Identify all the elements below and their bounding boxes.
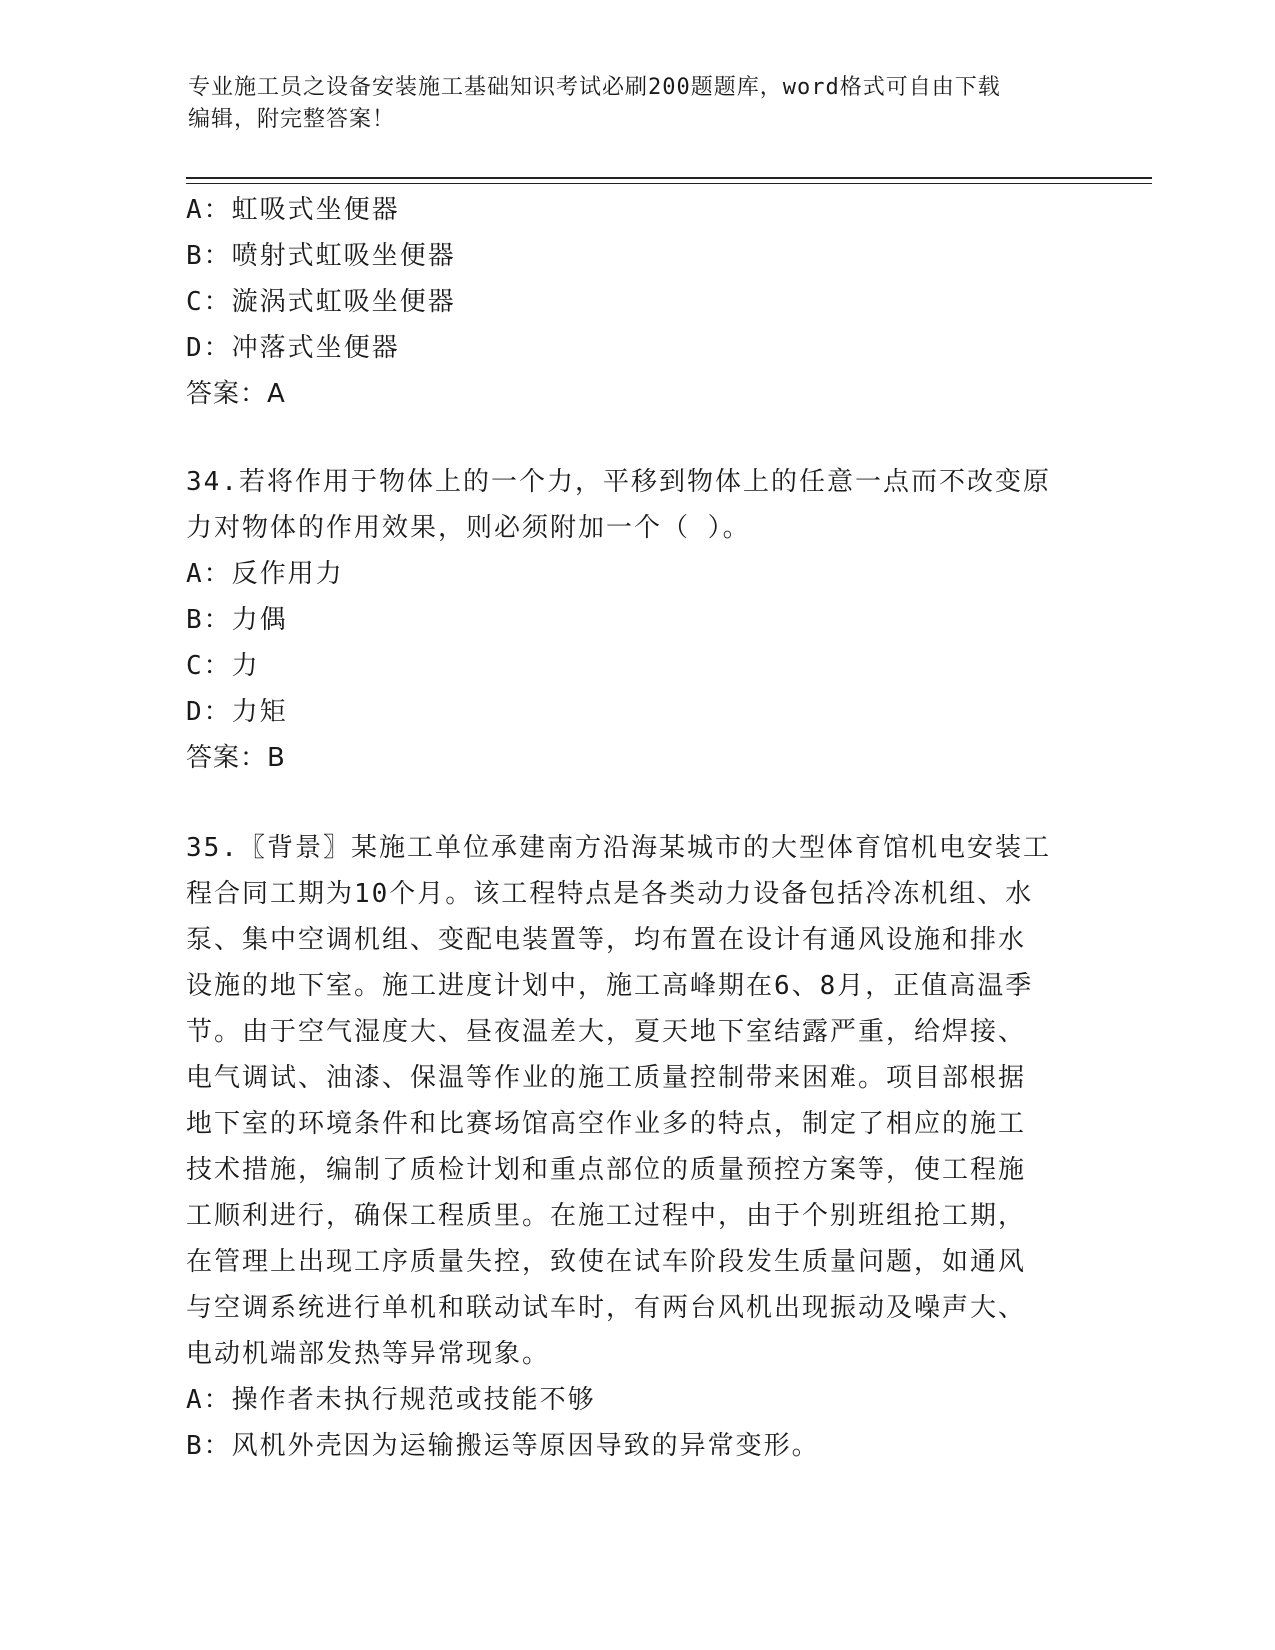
question-stem-line: 电气调试、油漆、保温等作业的施工质量控制带来困难。项目部根据: [186, 1063, 1027, 1093]
question-stem-line: 节。由于空气湿度大、昼夜温差大，夏天地下室结露严重，给焊接、: [186, 1017, 1027, 1047]
option-b: B：风机外壳因为运输搬运等原因导致的异常变形。: [186, 1431, 820, 1461]
question-stem-line: 泵、集中空调机组、变配电装置等，均布置在设计有通风设施和排水: [186, 925, 1027, 955]
option-b: B：喷射式虹吸坐便器: [186, 241, 456, 271]
header-line-2: 编辑，附完整答案！: [188, 107, 396, 132]
option-a: A：反作用力: [186, 559, 344, 589]
question-stem-line: 技术措施，编制了质检计划和重点部位的质量预控方案等，使工程施: [186, 1155, 1027, 1185]
answer: 答案：A: [186, 379, 286, 409]
question-stem-line: 工顺利进行，确保工程质里。在施工过程中，由于个别班组抢工期，: [186, 1201, 1027, 1231]
question-stem-line: 地下室的环境条件和比赛场馆高空作业多的特点，制定了相应的施工: [186, 1109, 1027, 1139]
page-header: [188, 72, 1068, 136]
question-stem-line: 与空调系统进行单机和联动试车时，有两台风机出现振动及噪声大、: [186, 1293, 1027, 1323]
header-divider: [186, 177, 1152, 184]
spacer: [186, 781, 1086, 825]
option-b: B：力偶: [186, 605, 288, 635]
question-stem-line: 力对物体的作用效果，则必须附加一个（ ）。: [186, 513, 751, 543]
option-a: A：操作者未执行规范或技能不够: [186, 1385, 596, 1415]
answer: 答案：B: [186, 743, 286, 773]
question-content: [186, 187, 1086, 1469]
option-a: A：虹吸式坐便器: [186, 195, 400, 225]
header-line-1: 专业施工员之设备安装施工基础知识考试必刷200题题库，word格式可自由下载: [188, 75, 1001, 100]
question-stem-line: 在管理上出现工序质量失控，致使在试车阶段发生质量问题，如通风: [186, 1247, 1027, 1277]
option-c: C：力: [186, 651, 260, 681]
question-35: [186, 825, 1086, 1469]
question-stem-line: 程合同工期为10个月。该工程特点是各类动力设备包括冷冻机组、水: [186, 879, 1034, 909]
question-33: [186, 187, 1086, 417]
option-c: C：漩涡式虹吸坐便器: [186, 287, 456, 317]
option-d: D：力矩: [186, 697, 288, 727]
question-stem-line: 34.若将作用于物体上的一个力，平移到物体上的任意一点而不改变原: [186, 467, 1051, 497]
option-d: D：冲落式坐便器: [186, 333, 400, 363]
question-stem-line: 设施的地下室。施工进度计划中，施工高峰期在6、8月，正值高温季: [186, 971, 1034, 1001]
spacer: [186, 417, 1086, 459]
question-stem-line: 电动机端部发热等异常现象。: [186, 1339, 551, 1369]
question-stem-line: 35.〖背景〗某施工单位承建南方沿海某城市的大型体育馆机电安装工: [186, 833, 1051, 863]
question-34: [186, 459, 1086, 781]
